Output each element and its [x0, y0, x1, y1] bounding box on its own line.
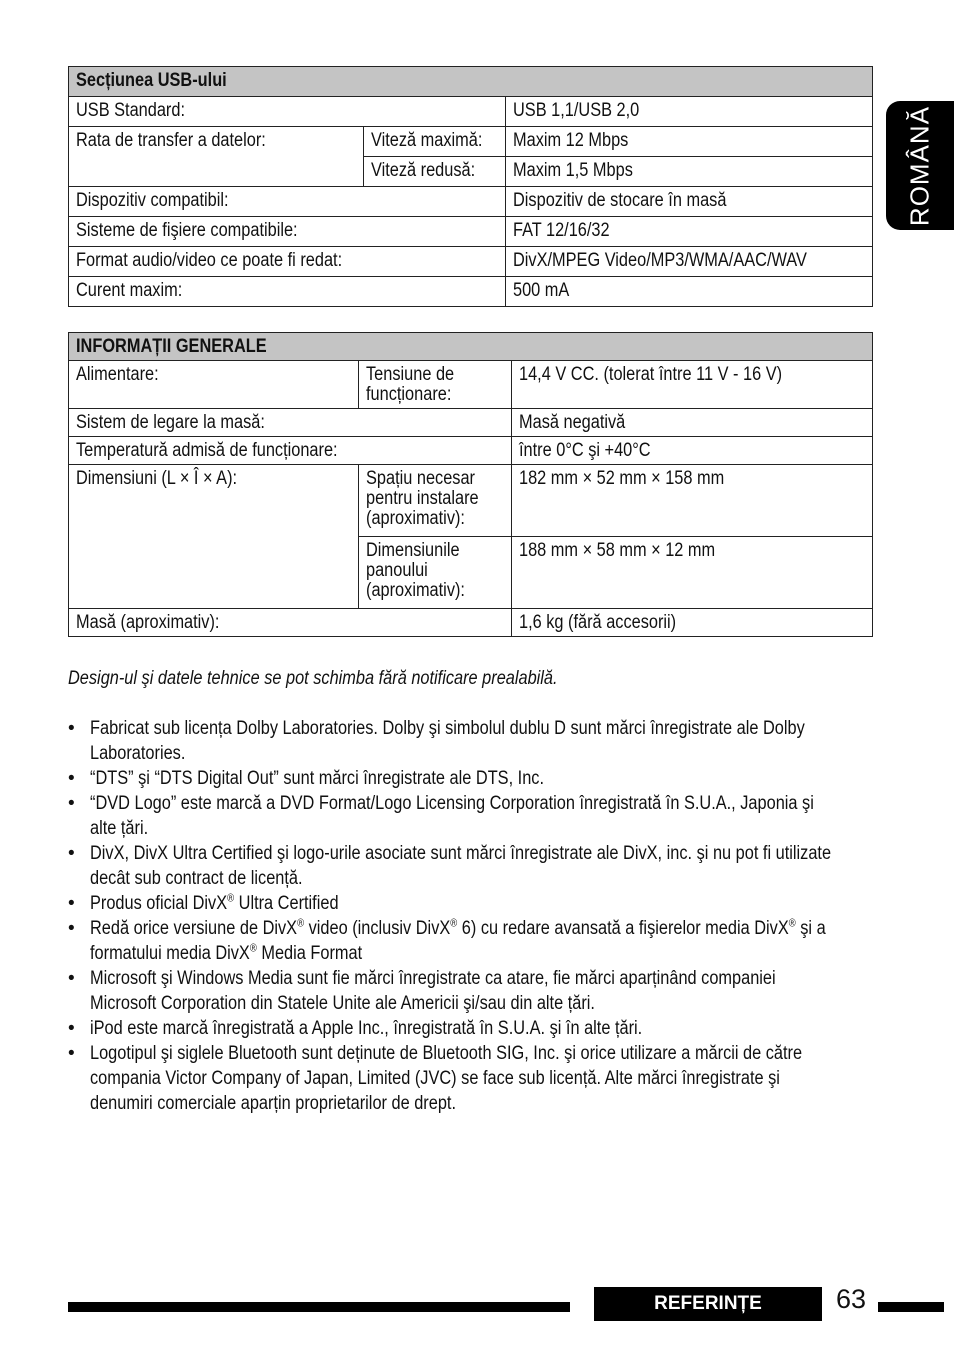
bullet-icon: • [68, 718, 75, 739]
power-supply-label: Alimentare: [69, 361, 359, 409]
footer-rule-left [68, 1302, 570, 1312]
low-speed-value: Maxim 1,5 Mbps [506, 157, 873, 187]
file-system-value: FAT 12/16/32 [506, 217, 873, 247]
footer-rule-right [878, 1302, 944, 1312]
max-speed-value: Maxim 12 Mbps [506, 127, 873, 157]
usb-specs-table [68, 66, 873, 307]
max-current-value: 500 mA [506, 277, 873, 307]
list-item: • Fabricat sub licența Dolby Laboratories. Dolby şi simbolul dublu D sunt mărci înregistrate ale Dolby Laboratories. [68, 718, 805, 764]
bullet-icon: • [68, 793, 75, 814]
registered-mark: ® [297, 917, 305, 930]
bullet-icon: • [68, 968, 75, 989]
bullet-icon: • [68, 843, 75, 864]
operating-temp-value: între 0°C şi +40°C [512, 437, 873, 465]
usb-standard-label: USB Standard: [69, 97, 506, 127]
operating-voltage-label: Tensiune de funcționare: [359, 361, 512, 409]
file-system-label: Sisteme de fişiere compatibile: [69, 217, 506, 247]
list-item: • Redă orice versiune de DivX® video (inclusiv DivX® 6) cu redare avansată a fişierelor media DivX® şi a formatului media DivX® Media Format [68, 917, 826, 964]
bullet-icon: • [68, 768, 75, 789]
language-tab-label: ROMÂNĂ [904, 105, 935, 226]
bullet-icon: • [68, 1043, 75, 1064]
general-section-title: INFORMAȚII GENERALE [69, 333, 873, 361]
mass-label: Masă (aproximativ): [69, 609, 512, 637]
operating-temp-label: Temperatură admisă de funcționare: [69, 437, 512, 465]
mass-value: 1,6 kg (fără accesorii) [512, 609, 873, 637]
grounding-label: Sistem de legare la masă: [69, 409, 512, 437]
page-number: 63 [836, 1284, 867, 1314]
operating-voltage-value: 14,4 V CC. (tolerat între 11 V - 16 V) [512, 361, 873, 409]
list-item: • Produs oficial DivX® Ultra Certified [68, 892, 339, 914]
bullet-icon: • [68, 893, 75, 914]
list-item: • Microsoft şi Windows Media sunt fie mărci înregistrate ca atare, fie mărci aparținând companiei Microsoft Corporation din Statele Unite ale Americii şi/sau din alte țări. [68, 968, 776, 1014]
max-speed-label: Viteză maximă: [364, 127, 506, 157]
registered-mark: ® [227, 892, 235, 905]
panel-size-label: Dimensiunile panoului (aproximativ): [359, 537, 512, 609]
list-item: • iPod este marcă înregistrată a Apple Inc., înregistrată în S.U.A. şi în alte țări. [68, 1018, 643, 1039]
dimensions-label: Dimensiuni (L × Î × A): [69, 465, 359, 609]
playable-format-label: Format audio/video ce poate fi redat: [69, 247, 506, 277]
installation-size-label: Spațiu necesar pentru instalare (aproximativ): [359, 465, 512, 537]
low-speed-label: Viteză redusă: [364, 157, 506, 187]
compatible-device-value: Dispozitiv de stocare în masă [506, 187, 873, 217]
max-current-label: Curent maxim: [69, 277, 506, 307]
panel-size-value: 188 mm × 58 mm × 12 mm [512, 537, 873, 609]
grounding-value: Masă negativă [512, 409, 873, 437]
list-item: • DivX, DivX Ultra Certified şi logo-urile asociate sunt mărci înregistrate ale DivX, inc. şi nu pot fi utilizate decât sub contract de licență. [68, 843, 832, 889]
registered-mark: ® [450, 917, 458, 930]
bullet-icon: • [68, 918, 75, 939]
installation-size-value: 182 mm × 52 mm × 158 mm [512, 465, 873, 537]
spec-change-note: Design-ul şi datele tehnice se pot schimba fără notificare prealabilă. [68, 668, 558, 689]
list-item: • Logotipul şi siglele Bluetooth sunt deținute de Bluetooth SIG, Inc. şi orice utilizare a mărcii de către compania Victor Company of Japan, Limited (JVC) se face sub licență. Alte mărci înregistrate şi denumiri comerciale aparțin proprietarilor de drept. [68, 1043, 803, 1114]
transfer-rate-label: Rata de transfer a datelor: [69, 127, 364, 187]
footer-section-label: REFERINȚE [594, 1287, 822, 1321]
language-tab [886, 101, 954, 230]
bullet-icon: • [68, 1018, 75, 1039]
general-specs-table [68, 332, 873, 637]
usb-standard-value: USB 1,1/USB 2,0 [506, 97, 873, 127]
trademark-list [68, 716, 868, 1116]
registered-mark: ® [249, 942, 257, 955]
list-item: • “DVD Logo” este marcă a DVD Format/Logo Licensing Corporation înregistrată în S.U.A., Japonia şi alte țări. [68, 793, 814, 839]
registered-mark: ® [788, 917, 796, 930]
usb-section-title: Secțiunea USB-ului [69, 67, 873, 97]
list-item: • “DTS” şi “DTS Digital Out” sunt mărci înregistrate ale DTS, Inc. [68, 768, 544, 789]
compatible-device-label: Dispozitiv compatibil: [69, 187, 506, 217]
playable-format-value: DivX/MPEG Video/MP3/WMA/AAC/WAV [506, 247, 873, 277]
